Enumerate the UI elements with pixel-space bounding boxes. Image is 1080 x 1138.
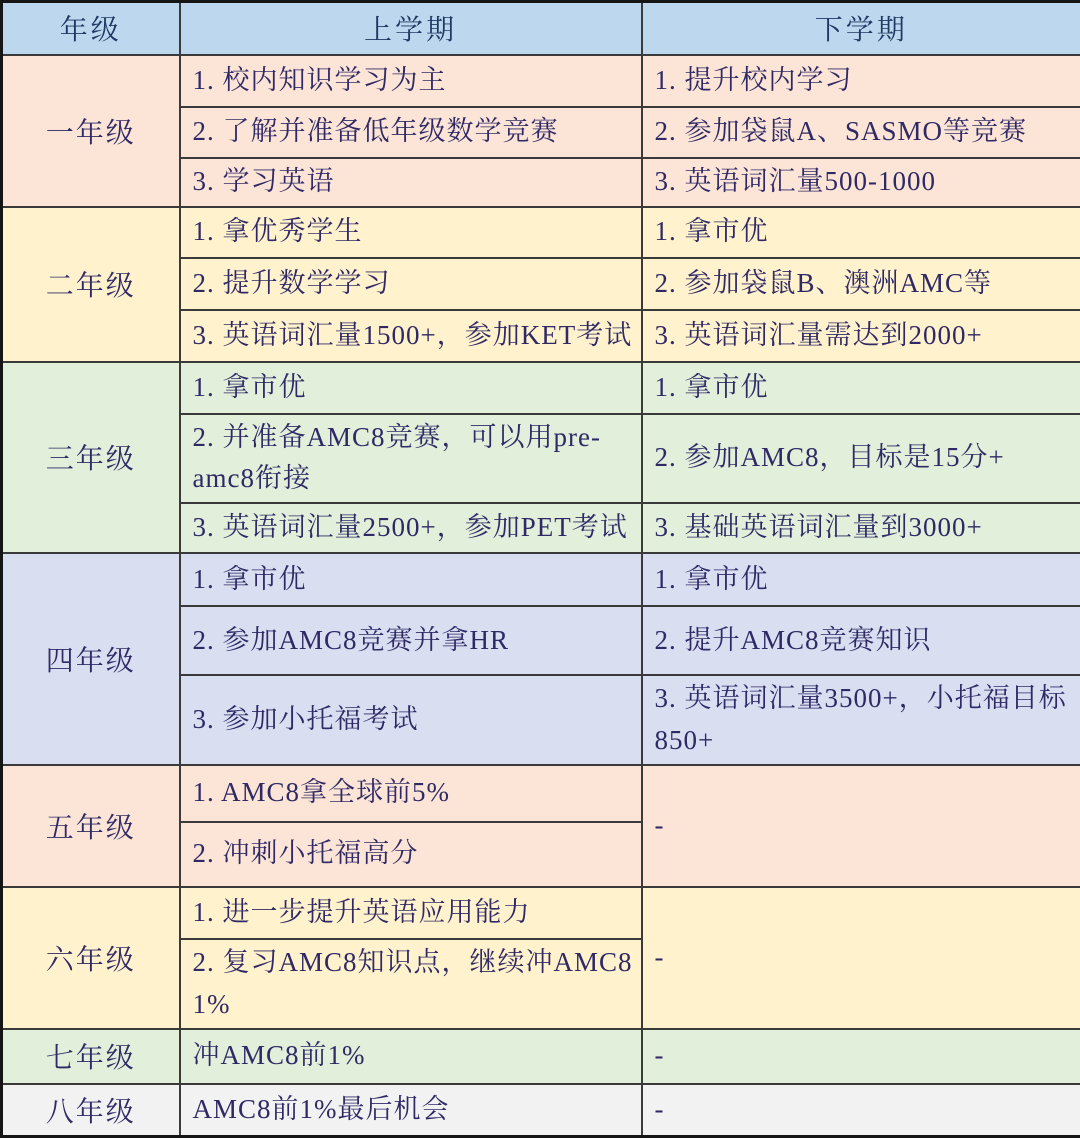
table-row (2, 55, 1080, 107)
g8-sem1-item1: AMC8前1%最后机会 (180, 1084, 642, 1137)
g4-sem2-item3: 3. 英语词汇量3500+，小托福目标850+ (642, 675, 1080, 765)
g7-sem1-item1: 冲AMC8前1% (180, 1029, 642, 1084)
grade-label-6: 六年级 (2, 887, 180, 1029)
g3-sem1-item1: 1. 拿市优 (180, 362, 642, 414)
header-sem1: 上学期 (180, 2, 642, 55)
g6-sem2-merged: - (642, 887, 1080, 1029)
grade-label-2: 二年级 (2, 207, 180, 362)
g2-sem1-item3: 3. 英语词汇量1500+，参加KET考试 (180, 310, 642, 362)
table-row (2, 362, 1080, 414)
table-row (2, 553, 1080, 606)
g5-sem2-merged: - (642, 765, 1080, 887)
g2-sem2-item3: 3. 英语词汇量需达到2000+ (642, 310, 1080, 362)
g2-sem1-item1: 1. 拿优秀学生 (180, 207, 642, 258)
g3-sem1-item3: 3. 英语词汇量2500+，参加PET考试 (180, 503, 642, 553)
g4-sem1-item3: 3. 参加小托福考试 (180, 675, 642, 765)
g2-sem2-item2: 2. 参加袋鼠B、澳洲AMC等 (642, 258, 1080, 310)
grade-label-7: 七年级 (2, 1029, 180, 1084)
g6-sem1-item1: 1. 进一步提升英语应用能力 (180, 887, 642, 939)
g2-sem1-item2: 2. 提升数学学习 (180, 258, 642, 310)
g4-sem1-item2: 2. 参加AMC8竞赛并拿HR (180, 606, 642, 675)
g2-sem2-item1: 1. 拿市优 (642, 207, 1080, 258)
g1-sem2-item1: 1. 提升校内学习 (642, 55, 1080, 107)
g5-sem1-item1: 1. AMC8拿全球前5% (180, 765, 642, 822)
table-row (2, 765, 1080, 822)
g3-sem2-item3: 3. 基础英语词汇量到3000+ (642, 503, 1080, 553)
table-row (2, 1029, 1080, 1084)
g4-sem1-item1: 1. 拿市优 (180, 553, 642, 606)
g1-sem1-item3: 3. 学习英语 (180, 158, 642, 207)
table-row (2, 207, 1080, 258)
g3-sem1-item2: 2. 并准备AMC8竞赛，可以用pre-amc8衔接 (180, 414, 642, 504)
header-sem2: 下学期 (642, 2, 1080, 55)
g4-sem2-item1: 1. 拿市优 (642, 553, 1080, 606)
g3-sem2-item2: 2. 参加AMC8，目标是15分+ (642, 414, 1080, 504)
grade-label-4: 四年级 (2, 553, 180, 765)
g1-sem2-item2: 2. 参加袋鼠A、SASMO等竞赛 (642, 107, 1080, 158)
header-grade: 年级 (2, 2, 180, 55)
grade-label-3: 三年级 (2, 362, 180, 554)
g3-sem2-item1: 1. 拿市优 (642, 362, 1080, 414)
g7-sem2-item1: - (642, 1029, 1080, 1084)
g1-sem1-item1: 1. 校内知识学习为主 (180, 55, 642, 107)
table-row (2, 1084, 1080, 1137)
grade-label-8: 八年级 (2, 1084, 180, 1137)
g1-sem1-item2: 2. 了解并准备低年级数学竞赛 (180, 107, 642, 158)
g6-sem1-item2: 2. 复习AMC8知识点，继续冲AMC8 1% (180, 939, 642, 1029)
grade-label-5: 五年级 (2, 765, 180, 887)
g8-sem2-item1: - (642, 1084, 1080, 1137)
header-row (2, 2, 1080, 55)
grade-label-1: 一年级 (2, 55, 180, 207)
table-row (2, 887, 1080, 939)
g1-sem2-item3: 3. 英语词汇量500-1000 (642, 158, 1080, 207)
g5-sem1-item2: 2. 冲刺小托福高分 (180, 822, 642, 887)
g4-sem2-item2: 2. 提升AMC8竞赛知识 (642, 606, 1080, 675)
